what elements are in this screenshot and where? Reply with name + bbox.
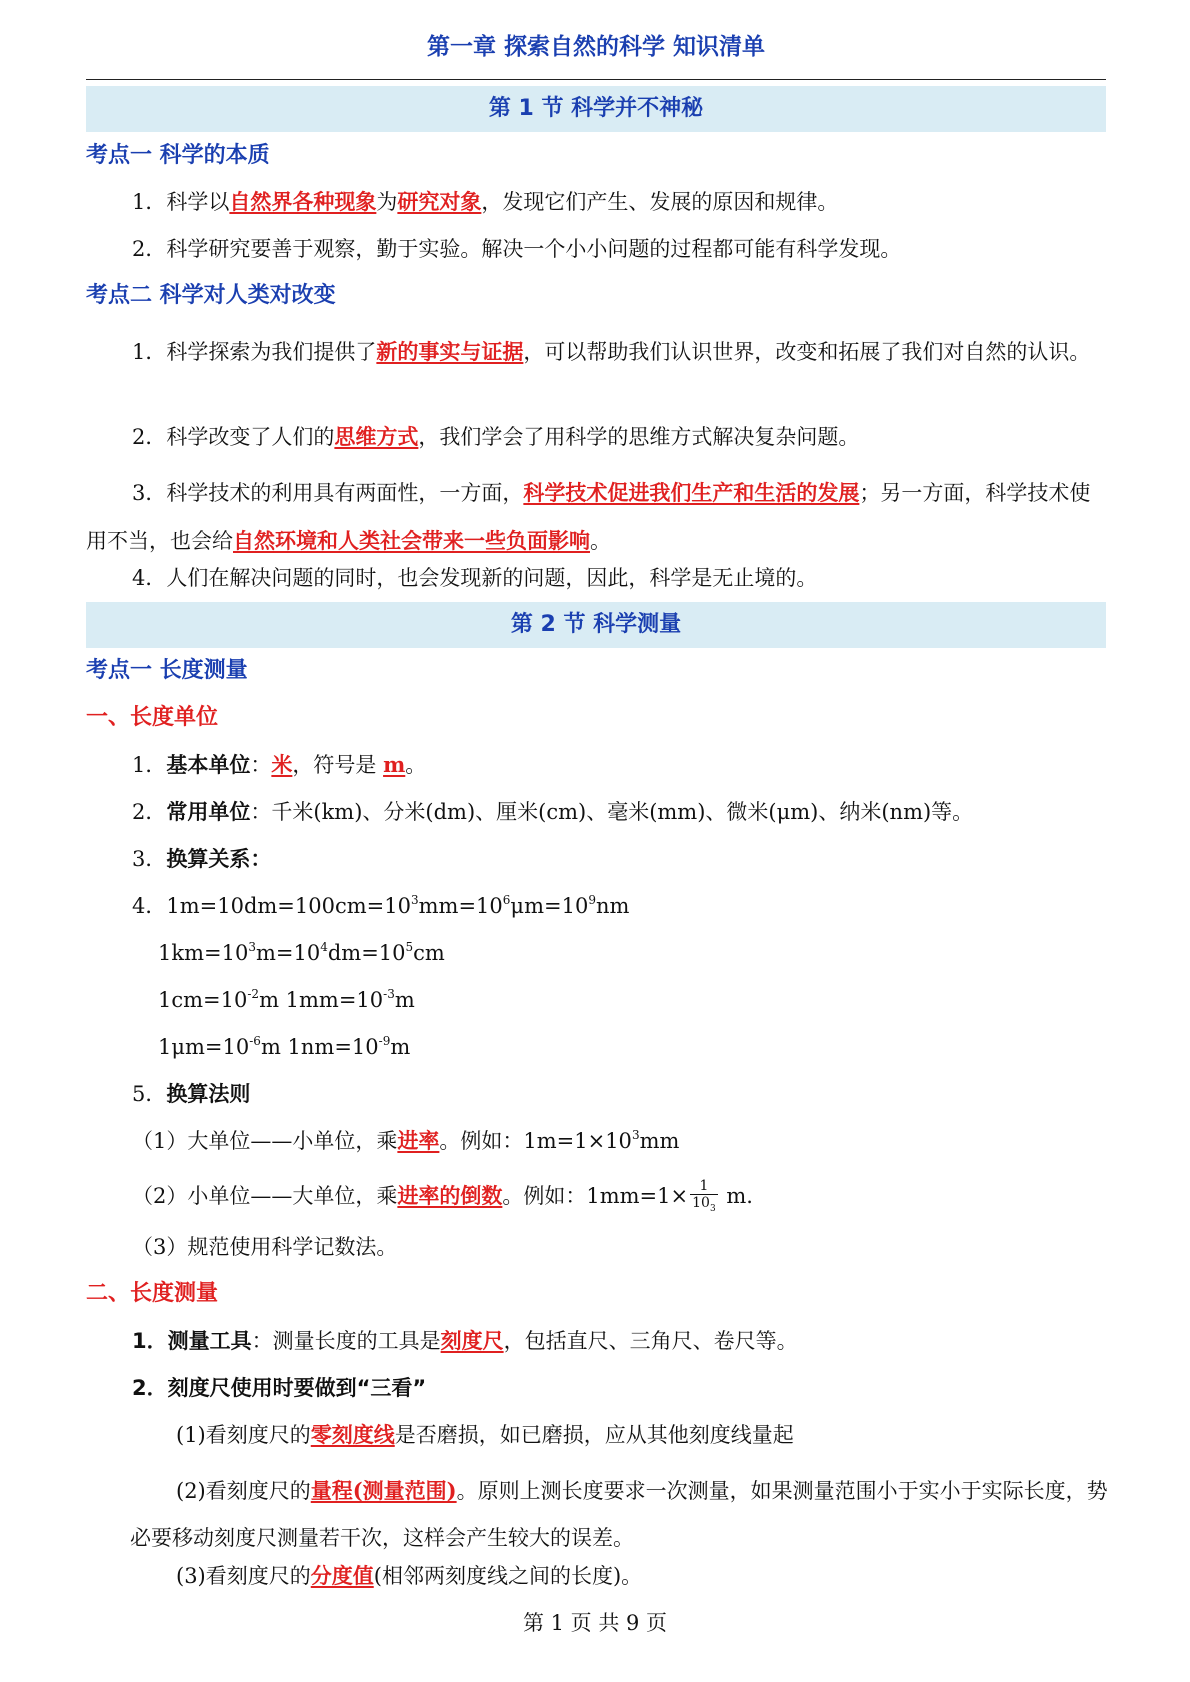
keyword: 科学技术促进我们生产和生活的发展	[523, 480, 860, 505]
keyword: 新的事实与证据	[376, 339, 524, 364]
fraction: $\frac{1}{10_3}$	[692, 1178, 716, 1214]
document-title: 第一章 探索自然的科学 知识清单	[426, 34, 765, 60]
unit-item-1: 1．基本单位：米，符号是 m。	[132, 752, 427, 777]
kp2-item-1: 1．科学探索为我们提供了新的事实与证据，可以帮助我们认识世界，改变和拓展了我们对自然的认识。	[132, 339, 1091, 364]
keyword: 刻度尺	[440, 1328, 504, 1353]
measure-item-2: 2．刻度尺使用时要做到“三看”	[132, 1376, 427, 1400]
s2-kp1-heading: 考点一 长度测量	[86, 658, 248, 683]
keyword: m	[383, 752, 406, 777]
part1-heading: 一、长度单位	[86, 705, 219, 730]
kp1-heading: 考点一 科学的本质	[86, 143, 270, 168]
rule-1: （1）大单位——小单位，乘进率。例如：$1m=1\times 10^3mm$	[132, 1128, 680, 1153]
page-number: 第 1 页 共 9 页	[522, 1611, 668, 1635]
keyword: 自然环境和人类社会带来一些负面影响	[233, 528, 590, 553]
keyword: 零刻度线	[310, 1422, 395, 1447]
keyword: 研究对象	[397, 189, 482, 214]
section-2-title: 第 2 节 科学测量	[86, 602, 1106, 648]
kp1-item-2: 2．科学研究要善于观察，勤于实验。解决一个小小问题的过程都可能有科学发现。	[132, 237, 902, 261]
kp2-item-2: 2．科学改变了人们的思维方式，我们学会了用科学的思维方式解决复杂问题。	[132, 424, 860, 449]
keyword: 米	[271, 752, 293, 777]
measure-item-1: 1．测量工具：测量长度的工具是刻度尺，包括直尺、三角尺、卷尺等。	[132, 1328, 798, 1353]
unit-item-5: 5．换算法则	[132, 1082, 251, 1106]
conversion-line-3: $1cm=10^{-2}m$ $1mm=10^{-3}m$	[158, 987, 415, 1012]
look-3: (3)看刻度尺的分度值(相邻两刻度线之间的长度)。	[176, 1563, 643, 1588]
title-divider	[86, 79, 1106, 80]
unit-item-3: 3．换算关系：	[132, 847, 272, 871]
keyword: 思维方式	[334, 424, 419, 449]
kp2-heading: 考点二 科学对人类对改变	[86, 283, 336, 308]
kp1-item-1: 1．科学以自然界各种现象为研究对象，发现它们产生、发展的原因和规律。	[132, 189, 839, 214]
section-1-title: 第 1 节 科学并不神秘	[86, 86, 1106, 132]
keyword: 分度值	[310, 1563, 374, 1588]
part2-heading: 二、长度测量	[86, 1281, 219, 1306]
unit-item-2: 2．常用单位：千米(km)、分米(dm)、厘米(cm)、毫米(mm)、微米(μm)、纳米(nm)等。	[132, 800, 974, 824]
rule-2: （2）小单位——大单位，乘进率的倒数。例如：1mm=1× $\frac{1}{10_3}$ m.	[132, 1178, 753, 1217]
conversion-line-2: $1km=10^3m=10^4dm=10^5cm$	[158, 940, 445, 965]
rule-3: （3）规范使用科学记数法。	[132, 1235, 398, 1259]
look-2: (2)看刻度尺的量程(测量范围)。原则上测长度要求一次测量，如果测量范围小于实小于实际长度，势必要移动刻度尺测量若干次，这样会产生较大的误差。	[130, 1478, 1108, 1550]
unit-item-4: 4．$1m=10dm=100cm=10^3mm=10^6\mu m=10^9nm$	[132, 893, 630, 918]
keyword: 进率的倒数	[397, 1182, 503, 1208]
keyword: 自然界各种现象	[229, 189, 377, 214]
look-1: (1)看刻度尺的零刻度线是否磨损，如已磨损，应从其他刻度线量起	[176, 1422, 794, 1447]
keyword: 量程(测量范围)	[310, 1478, 457, 1503]
kp2-item-4: 4．人们在解决问题的同时，也会发现新的问题，因此，科学是无止境的。	[132, 566, 818, 590]
keyword: 进率	[397, 1128, 440, 1153]
conversion-line-4: $1\mu m=10^{-6}m$ $1nm=10^{-9}m$	[158, 1034, 411, 1059]
kp2-item-3: 3．科学技术的利用具有两面性，一方面，科学技术促进我们生产和生活的发展；另一方面，科学技术使用不当，也会给自然环境和人类社会带来一些负面影响。	[86, 480, 1091, 553]
